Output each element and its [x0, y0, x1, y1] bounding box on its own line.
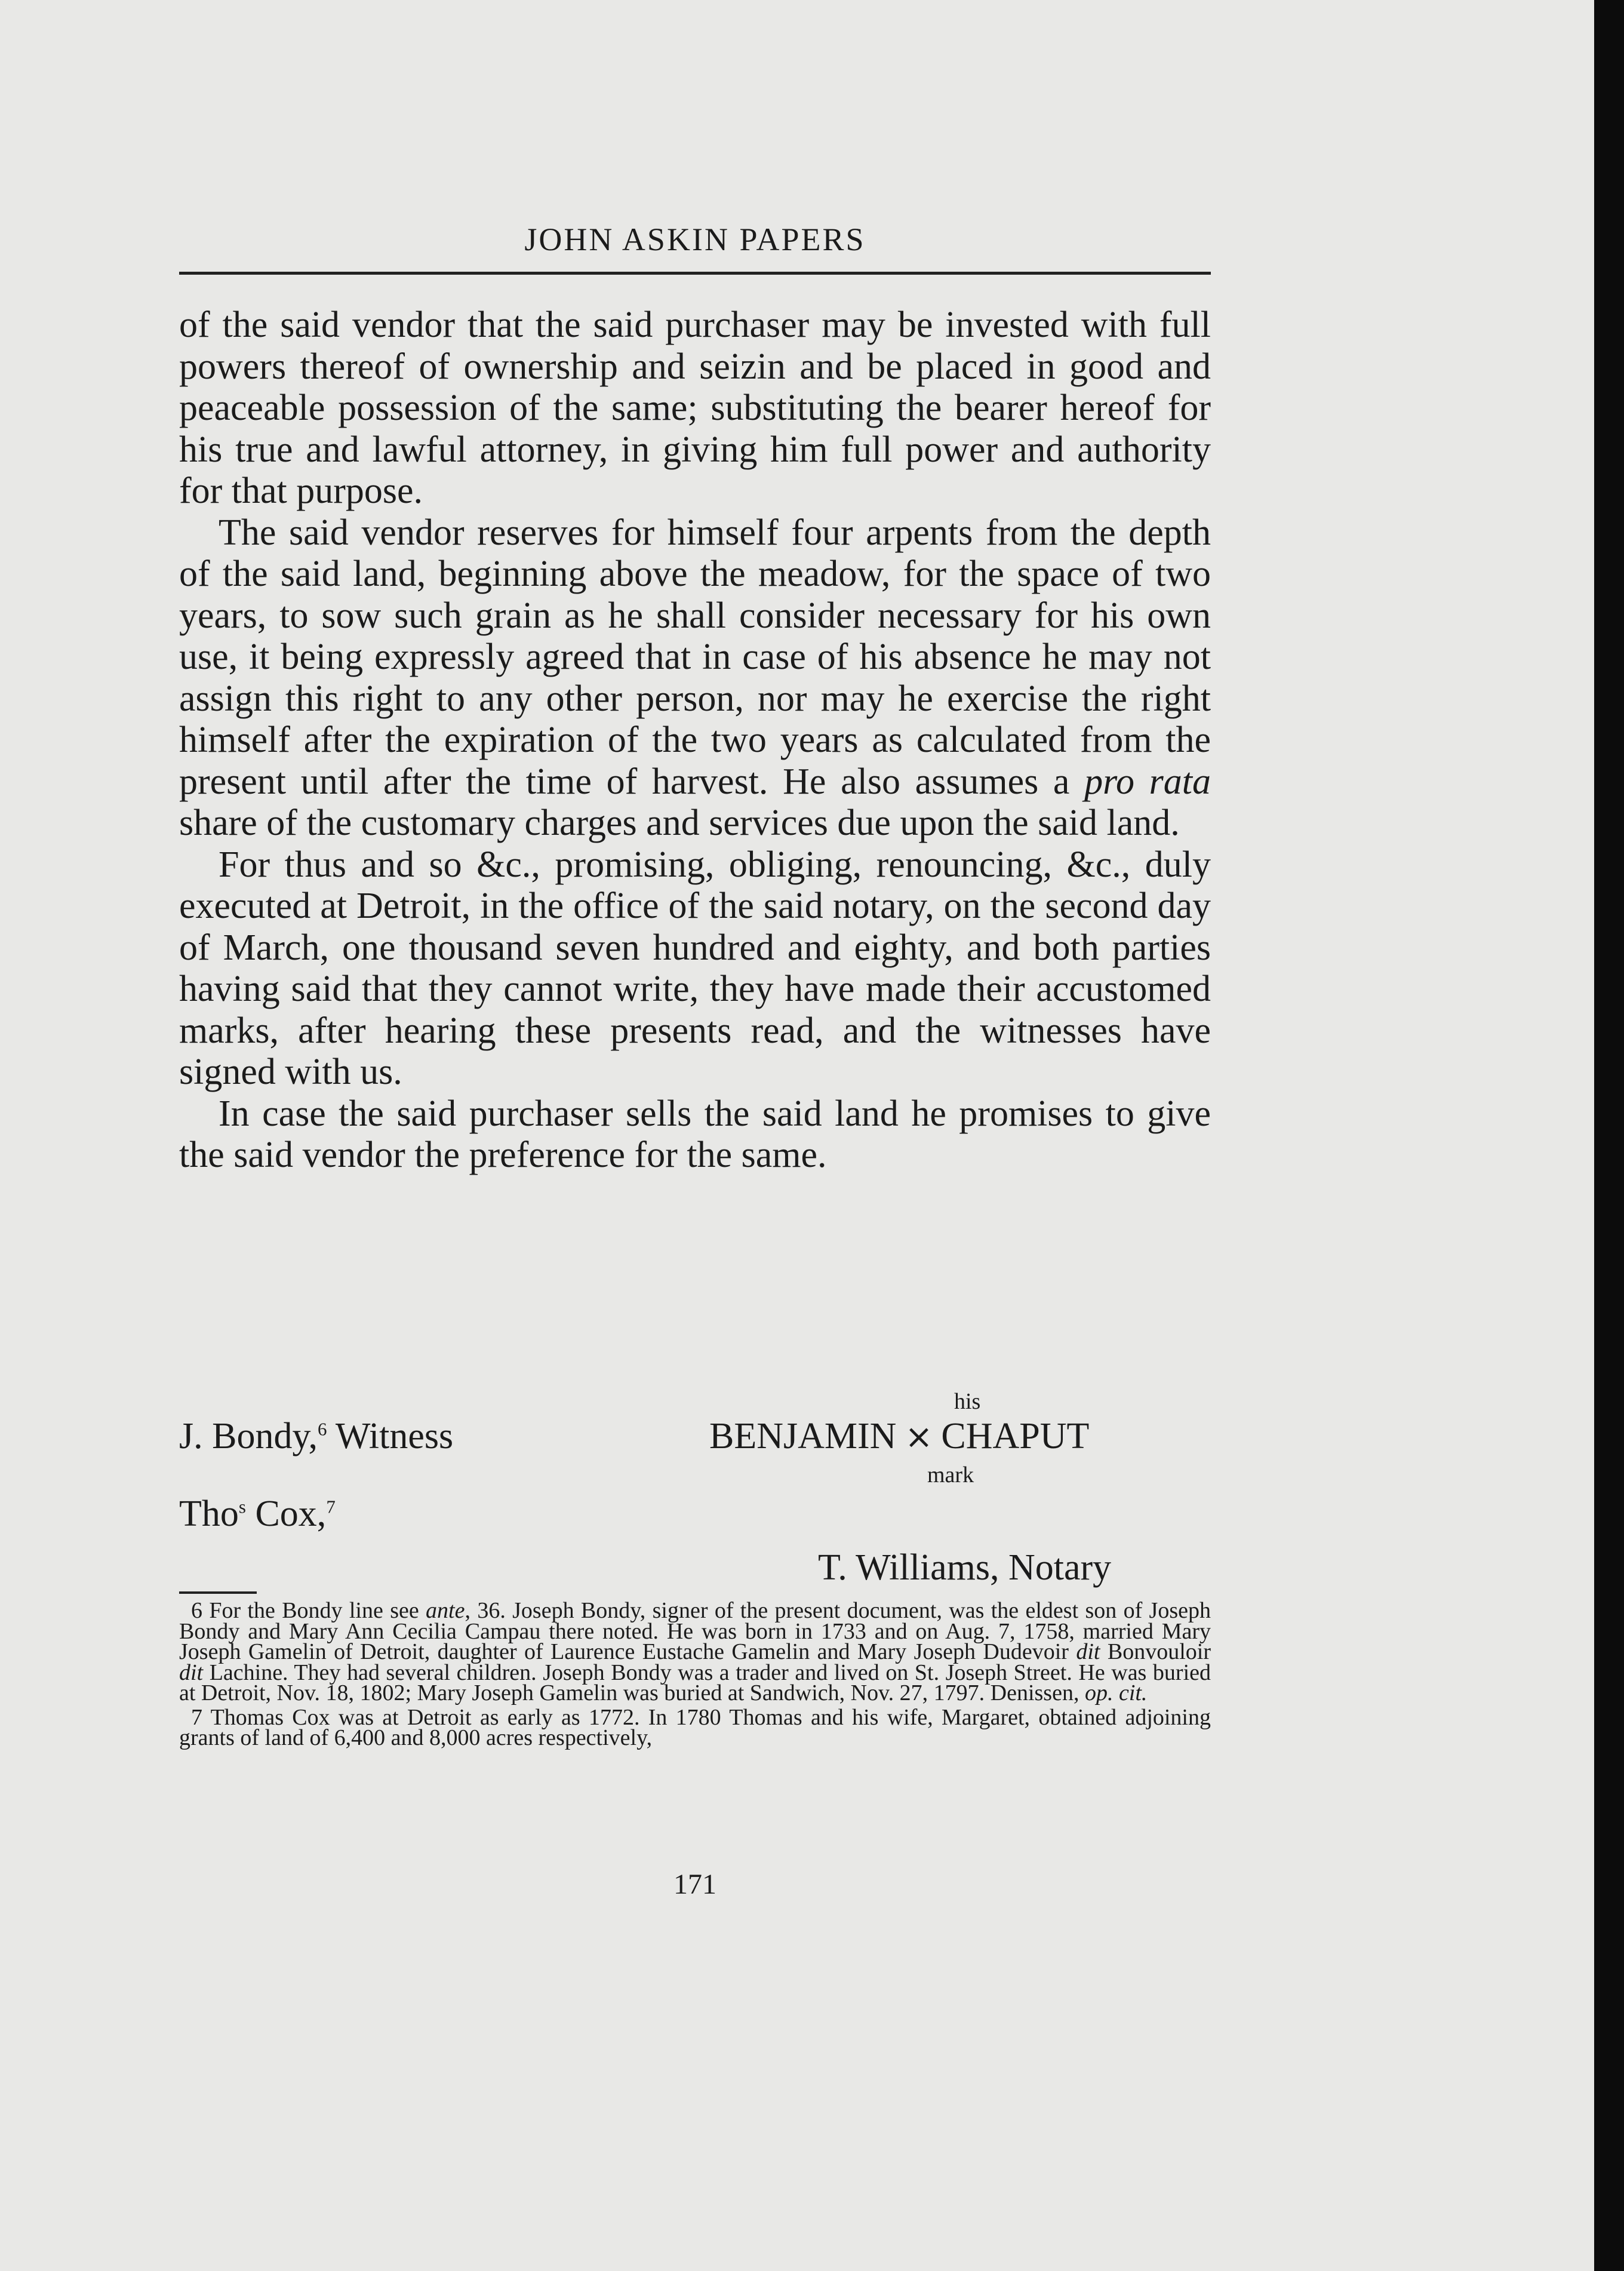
- footnotes: [179, 1600, 1211, 1752]
- paragraph-4: In case the said purchaser sells the said land he promises to give the said vendor the preference for the same.: [179, 1093, 1211, 1175]
- witness-bondy: J. Bondy,$^6$ Witness: [179, 1416, 454, 1456]
- footnote-6: 6 For the Bondy line see ante, 36. Joseph Bondy, signer of the present document, was the eldest son of Joseph Bondy and Mary Ann Cecilia Campau there noted. He was born in 1733 and on Aug. 7, 1758, married Mary Joseph Gamelin of Detroit, daughter of Laurence Eustache Gamelin and Mary Joseph Dudevoir dit Bonvouloir dit Lachine. They had several children. Joseph Bondy was a trader and lived on St. Joseph Street. He was buried at Detroit, Nov. 18, 1802; Mary Joseph Gamelin was buried at Sandwich, Nov. 27, 1797. Denissen, op. cit.: [179, 1598, 1211, 1705]
- header-rule: [179, 272, 1211, 275]
- footnote-ref-6: 6: [317, 1418, 327, 1440]
- vendor-mark-label: mark: [927, 1462, 974, 1488]
- vendor-signature: BENJAMIN × CHAPUT: [709, 1416, 1090, 1456]
- paragraph-1: of the said vendor that the said purchaser may be invested with full powers thereof of ownership and seizin and be placed in good and peaceable possession of the same; substituting the bearer hereof for his true and lawful attorney, in giving him full power and authority for that purpose.: [179, 305, 1211, 511]
- footnote-rule: [179, 1591, 257, 1594]
- witness-cox: Tho$^s$ Cox,$^7$: [179, 1493, 336, 1534]
- vendor-mark-x: ×: [905, 1418, 933, 1456]
- scan-edge: [1594, 0, 1624, 2271]
- italic-pro-rata: pro rata: [1084, 761, 1211, 802]
- vendor-his-label: his: [954, 1389, 981, 1414]
- footnote-7: 7 Thomas Cox was at Detroit as early as 1772. In 1780 Thomas and his wife, Margaret, obtained adjoining grants of land of 6,400 and 8,000 acres respectively,: [179, 1704, 1211, 1750]
- notary-signature: T. Williams, Notary: [818, 1547, 1112, 1588]
- body-text: [179, 305, 1211, 1176]
- page-number: 171: [673, 1869, 716, 1900]
- paragraph-2: The said vendor reserves for himself four arpents from the depth of the said land, beginning above the meadow, for the space of two years, to sow such grain as he shall consider necessary for his own use, it being expressly agreed that in case of his absence he may not assign this right to any other person, nor may he exercise the right himself after the expiration of the two years as calculated from the present until after the time of harvest. He also assumes a pro rata share of the customary charges and services due upon the said land.: [179, 512, 1211, 843]
- footnote-ref-7: 7: [326, 1496, 336, 1517]
- paragraph-3: For thus and so &c., promising, obliging, renouncing, &c., duly executed at Detroit, in the office of the said notary, on the second day of March, one thousand seven hundred and eighty, and both parties having said that they cannot write, they have made their accustomed marks, after hearing these presents read, and the witnesses have signed with us.: [179, 844, 1211, 1092]
- running-header: JOHN ASKIN PAPERS: [524, 222, 866, 257]
